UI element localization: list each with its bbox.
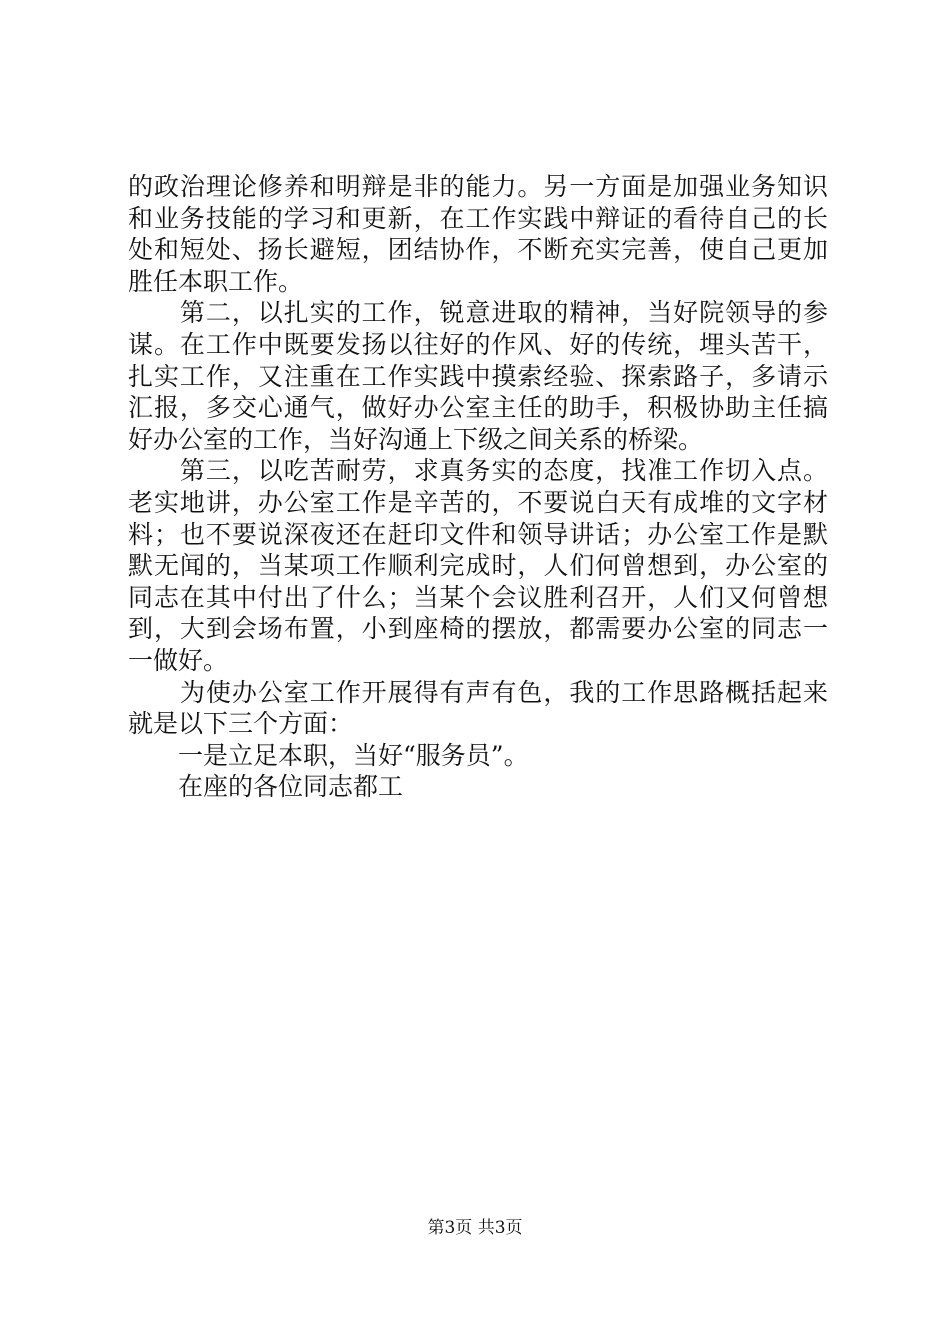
page-footer: 第3页 共3页	[427, 1218, 523, 1238]
text-line: 的政治理论修养和明辩是非的能力。另一方面是加强业务知识	[128, 172, 828, 201]
text-line: 为使办公室工作开展得有声有色，我的工作思路概括起来	[128, 677, 828, 707]
text-line: 就是以下三个方面：	[128, 709, 354, 739]
text-line: 默无闻的，当某项工作顺利完成时，人们何曾想到，办公室的	[128, 551, 828, 581]
text-line: 同志在其中付出了什么；当某个会议胜利召开，人们又何曾想	[128, 582, 828, 612]
text-line: 胜任本职工作。	[128, 266, 304, 296]
text-line: 一是立足本职，当好“服务员”。	[128, 740, 529, 770]
text-line: 谋。在工作中既要发扬以往好的作风、好的传统，埋头苦干，	[128, 329, 828, 359]
text-line: 一做好。	[128, 645, 229, 675]
text-line: 扎实工作，又注重在工作实践中摸索经验、探索路子，多请示	[128, 361, 828, 391]
text-line: 第三，以吃苦耐劳，求真务实的态度，找准工作切入点。	[128, 456, 828, 486]
text-line: 料；也不要说深夜还在赶印文件和领导讲话；办公室工作是默	[128, 519, 828, 549]
text-line: 老实地讲，办公室工作是辛苦的，不要说白天有成堆的文字材	[128, 487, 828, 517]
document-body	[128, 171, 828, 803]
text-line: 第二，以扎实的工作，锐意进取的精神，当好院领导的参	[128, 298, 828, 328]
text-line: 处和短处、扬长避短，团结协作，不断充实完善，使自己更加	[128, 235, 828, 265]
text-line: 汇报，多交心通气，做好办公室主任的助手，积极协助主任搞	[128, 393, 828, 423]
text-line: 在座的各位同志都工	[128, 772, 404, 802]
text-line: 好办公室的工作，当好沟通上下级之间关系的桥梁。	[128, 424, 704, 454]
text-line: 和业务技能的学习和更新，在工作实践中辩证的看待自己的长	[128, 203, 828, 233]
text-line: 到，大到会场布置，小到座椅的摆放，都需要办公室的同志一	[128, 614, 828, 644]
